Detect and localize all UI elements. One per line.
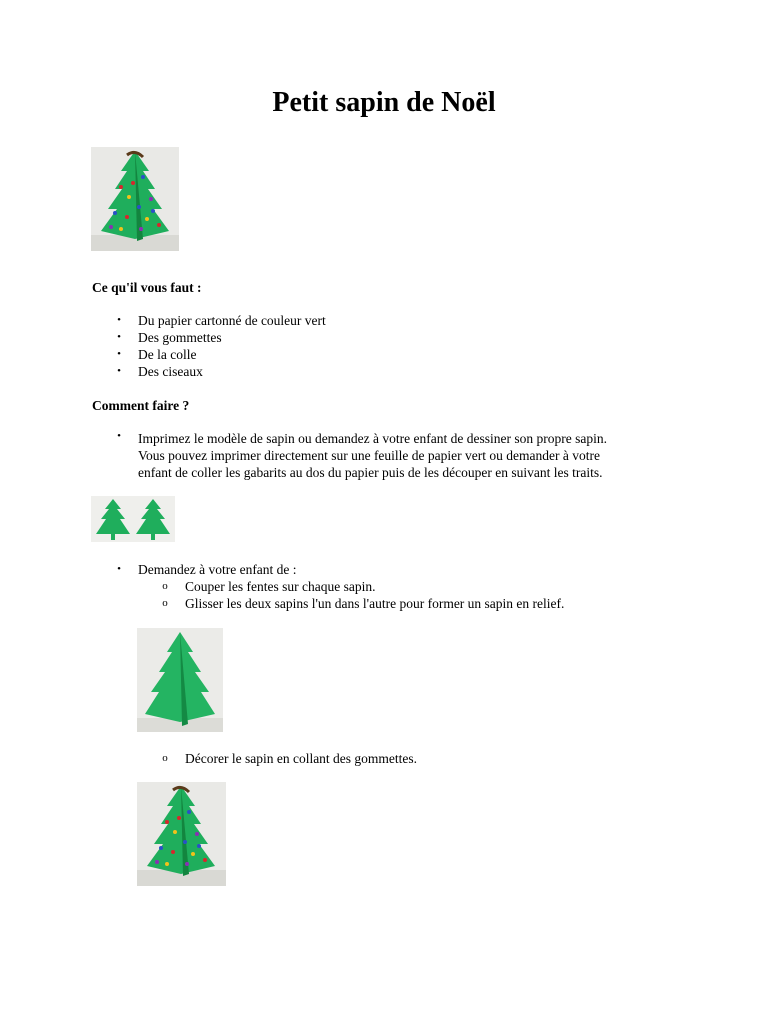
page-title: Petit sapin de Noël bbox=[272, 87, 496, 118]
circle-bullet-icon: o bbox=[162, 580, 168, 592]
bullet-icon: • bbox=[117, 430, 121, 442]
decorated-tree-image-bottom bbox=[137, 782, 226, 886]
assembled-tree-photo bbox=[137, 628, 223, 732]
assembled-tree-image bbox=[137, 628, 223, 732]
circle-bullet-icon: o bbox=[162, 752, 168, 764]
bullet-icon: • bbox=[117, 348, 121, 360]
bullet-icon: • bbox=[117, 314, 121, 326]
step-1-line-1: Imprimez le modèle de sapin ou demandez à votre enfant de dessiner son propre sapin. bbox=[138, 431, 607, 446]
tree-templates-photo bbox=[91, 496, 175, 542]
howto-heading: Comment faire ? bbox=[92, 398, 190, 413]
list-item: • Des gommettes bbox=[0, 329, 326, 346]
bullet-icon: • bbox=[117, 331, 121, 343]
decorated-tree-photo-bottom bbox=[137, 782, 226, 886]
step-1-line-3: enfant de coller les gabarits au dos du papier puis de les découper en suivant les traits. bbox=[138, 465, 603, 480]
tree-templates-image bbox=[91, 496, 175, 542]
needs-list bbox=[0, 312, 326, 380]
list-item: • Des ciseaux bbox=[0, 363, 326, 380]
document-page: Petit sapin de Noël Ce qu'il vous faut : • Du papier cartonné de couleur vert • Des gommettes • De la colle • Des ciseaux Comment faire ? • Imprimez le modèle de sapin ou demandez à votre enfant de dessiner son propre sapin. Vous pouvez imprimer directement sur une feuille de papier vert ou demander à votre enfant de coller les gabarits au dos du papier puis de les découper en suivant les traits. • Demandez à votre enfant de : o Couper les fentes sur chaque sapin. o Glisser les deux sapins l'un dans l'autre pour former un sapin en relief. o Décorer le sapin en collant des gommettes. bbox=[0, 0, 768, 1024]
bullet-icon: • bbox=[117, 563, 121, 575]
needs-heading: Ce qu'il vous faut : bbox=[92, 280, 202, 295]
list-item: • Du papier cartonné de couleur vert bbox=[0, 312, 326, 329]
step-1-line-2: Vous pouvez imprimer directement sur une feuille de papier vert ou demander à votre bbox=[138, 448, 600, 463]
step-2-intro: Demandez à votre enfant de : bbox=[138, 562, 297, 577]
decorated-tree-photo-top bbox=[91, 147, 179, 251]
circle-bullet-icon: o bbox=[162, 597, 168, 609]
bullet-icon: • bbox=[117, 365, 121, 377]
decorated-tree-image bbox=[91, 147, 179, 251]
list-item: • De la colle bbox=[0, 346, 326, 363]
